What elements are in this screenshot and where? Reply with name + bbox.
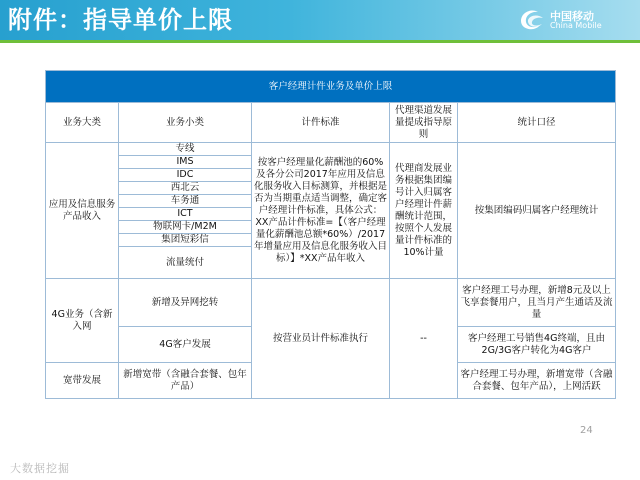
subcategory-cell: IDC bbox=[119, 169, 252, 182]
stats-app-info: 按集团编码归属客户经理统计 bbox=[458, 143, 616, 279]
table-title: 客户经理计件业务及单价上限 bbox=[46, 71, 616, 103]
stats-cell: 客户经理工号办理，新增宽带（含融合套餐、包年产品），上网活跃 bbox=[458, 363, 616, 399]
subcategory-cell: 车务通 bbox=[119, 195, 252, 208]
header-standard: 计件标准 bbox=[252, 103, 390, 143]
standard-4g: 按营业员计件标准执行 bbox=[252, 279, 390, 399]
china-mobile-logo bbox=[518, 7, 630, 33]
header-stats: 统计口径 bbox=[458, 103, 616, 143]
category-4g: 4G业务（含新入网 bbox=[46, 279, 119, 363]
unit-price-table bbox=[45, 70, 616, 399]
subcategory-cell: 物联网卡/M2M bbox=[119, 221, 252, 234]
subcategory-cell: 新增及异网挖转 bbox=[119, 279, 252, 327]
stats-cell: 客户经理工号销售4G终端，且由2G/3G客户转化为4G客户 bbox=[458, 327, 616, 363]
standard-app-info: 按客户经理量化薪酬池的60%及各分公司2017年应用及信息化服务收入目标测算，并根据是否为当期重点适当调整，确定客户经理计件标准，具体公式：XX产品计件标准=【（客户经理量化薪酬池总额*60%）/2017年增量应用及信息化服务收入目标）】*XX产品年收入 bbox=[252, 143, 390, 279]
subcategory-cell: IMS bbox=[119, 156, 252, 169]
header-subcategory: 业务小类 bbox=[119, 103, 252, 143]
category-app-info: 应用及信息服务产品收入 bbox=[46, 143, 119, 279]
stats-cell: 客户经理工号办理，新增8元及以上飞享套餐用户，且当月产生通话及流量 bbox=[458, 279, 616, 327]
china-mobile-logo-icon bbox=[518, 7, 546, 33]
category-broadband: 宽带发展 bbox=[46, 363, 119, 399]
subcategory-cell: 流量统付 bbox=[119, 247, 252, 279]
subcategory-cell: 西北云 bbox=[119, 182, 252, 195]
subcategory-cell: 新增宽带（含融合套餐、包年产品） bbox=[119, 363, 252, 399]
logo-text-en: China Mobile bbox=[550, 21, 602, 30]
header-category: 业务大类 bbox=[46, 103, 119, 143]
channel-app-info: 代理商发展业务根据集团编号计入归属客户经理计件薪酬统计范围，按照个人发展量计件标准的10%计量 bbox=[390, 143, 458, 279]
title-bar bbox=[0, 0, 640, 40]
logo-text-cn: 中国移动 bbox=[550, 10, 594, 23]
subcategory-cell: ICT bbox=[119, 208, 252, 221]
channel-4g: -- bbox=[390, 279, 458, 399]
header-channel: 代理渠道发展量提成指导原则 bbox=[390, 103, 458, 143]
watermark: 大数据挖掘 bbox=[10, 462, 70, 475]
slide-title: 附件：指导单价上限 bbox=[8, 6, 233, 34]
subcategory-cell: 4G客户发展 bbox=[119, 327, 252, 363]
subcategory-cell: 集团短彩信 bbox=[119, 234, 252, 247]
accent-line bbox=[0, 40, 640, 43]
subcategory-cell: 专线 bbox=[119, 143, 252, 156]
page-number: 24 bbox=[580, 425, 593, 436]
